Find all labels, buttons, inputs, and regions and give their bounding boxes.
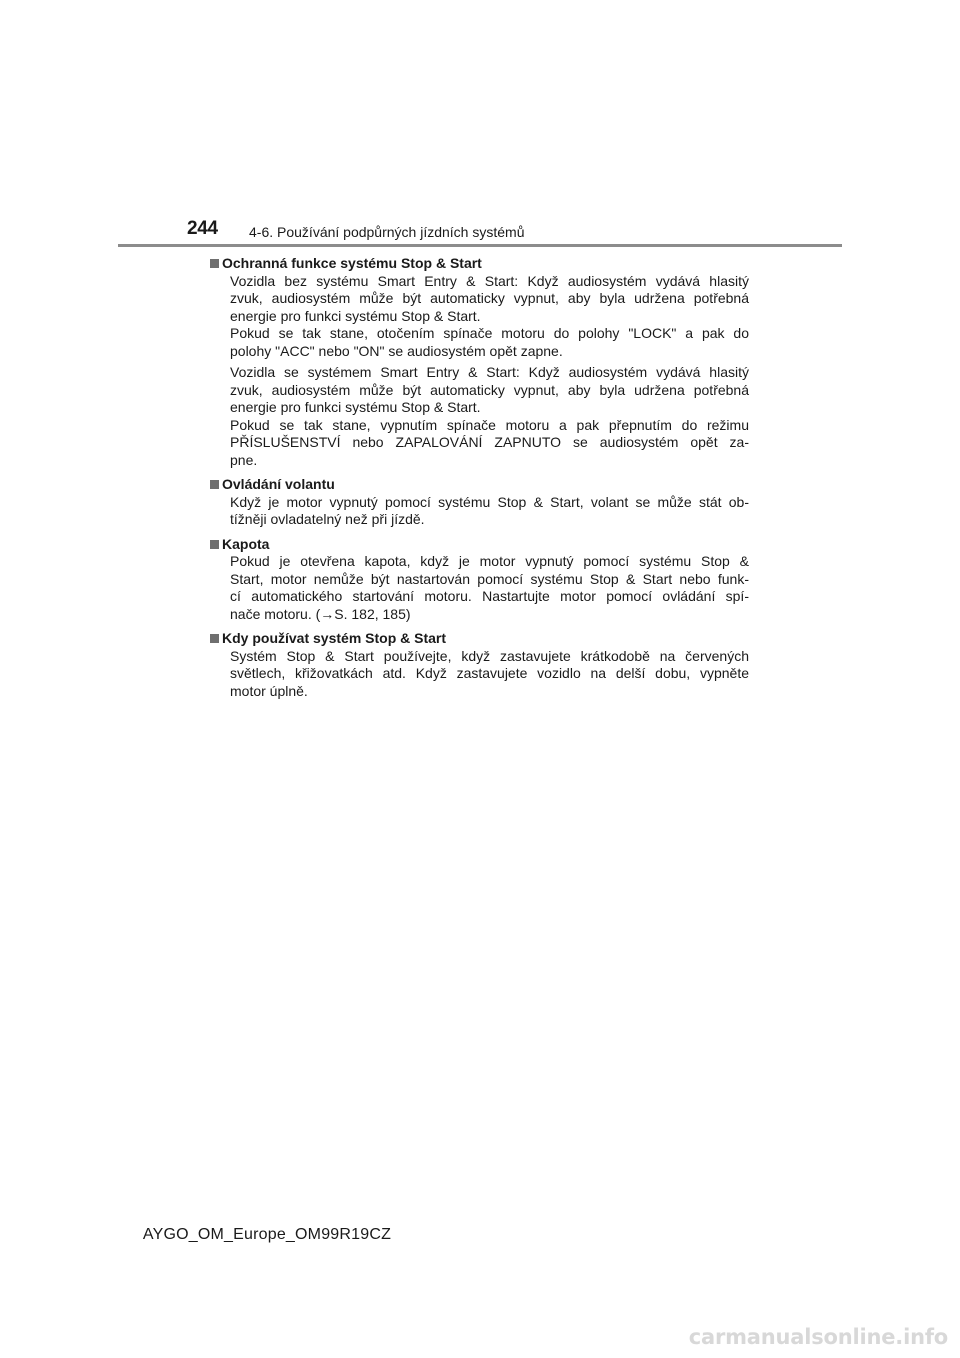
square-bullet-icon: [210, 480, 219, 489]
text-line: energie pro funkci systému Stop & Start.: [230, 399, 481, 415]
text-line: zvuk, audiosystém může být automaticky vypnut, aby byla udržena potřebná: [230, 381, 749, 398]
section-heading-text: Ovládání volantu: [222, 476, 335, 492]
paragraph: [230, 364, 749, 469]
text-line: PŘÍSLUŠENSTVÍ nebo ZAPALOVÁNÍ ZAPNUTO se audiosystém opět za-: [230, 434, 749, 450]
paragraph: [230, 553, 749, 623]
text-line: Pokud se tak stane, vypnutím spínače motoru a pak přepnutím do režimu: [230, 416, 749, 433]
text-line: Vozidla se systémem Smart Entry & Start: Když audiosystém vydává hlasitý: [230, 364, 749, 380]
section-heading: [209, 476, 749, 494]
square-bullet-icon: [210, 259, 219, 268]
page-number: 244: [187, 218, 218, 239]
paragraph: [230, 648, 749, 701]
section: [209, 536, 749, 624]
text-line: světlech, křižovatkách atd. Když zastavujete vozidlo na delší dobu, vypněte: [230, 665, 749, 681]
section: [209, 630, 749, 700]
section-title: 4-6. Používání podpůrných jízdních systémů: [249, 224, 525, 240]
watermark: carmanualsonline.info: [688, 1325, 948, 1349]
section-heading-text: Ochranná funkce systému Stop & Start: [222, 255, 482, 271]
text-line: cí automatického startování motoru. Nastartujte motor pomocí ovládání spí-: [230, 588, 749, 604]
text-line: Vozidla bez systému Smart Entry & Start: Když audiosystém vydává hlasitý: [230, 272, 749, 289]
paragraph: [230, 494, 749, 529]
text-line: Systém Stop & Start používejte, když zastavujete krátkodobě na červených: [230, 647, 749, 664]
header-divider: [118, 244, 842, 247]
section-heading: [209, 536, 749, 554]
section-heading-text: Kdy používat systém Stop & Start: [222, 630, 447, 646]
text-line: pne.: [230, 451, 258, 468]
section-heading-text: Kapota: [222, 535, 270, 552]
text-line: zvuk, audiosystém může být automaticky vypnut, aby byla udržena potřebná: [230, 290, 749, 306]
section-heading: [209, 630, 749, 648]
section-heading: [209, 255, 749, 273]
square-bullet-icon: [210, 634, 219, 643]
section: [209, 476, 749, 529]
text-line: motor úplně.: [230, 682, 308, 699]
paragraph: [230, 273, 749, 361]
section: [209, 255, 749, 469]
text-line: energie pro funkci systému Stop & Start.: [230, 307, 481, 324]
text-line: tížněji ovladatelný než při jízdě.: [230, 511, 425, 527]
text-line: Start, motor nemůže být nastartován pomocí systému Stop & Start nebo funk-: [230, 570, 749, 587]
document-code: AYGO_OM_Europe_OM99R19CZ: [142, 1226, 392, 1243]
text-line: Pokud je otevřena kapota, když je motor vypnutý pomocí systému Stop &: [230, 553, 749, 569]
text-line: polohy "ACC" nebo "ON" se audiosystém opět zapne.: [230, 342, 563, 359]
text-line: Když je motor vypnutý pomocí systému Stop & Start, volant se může stát ob-: [230, 493, 749, 510]
square-bullet-icon: [210, 540, 219, 549]
content-body: [209, 255, 749, 707]
text-line: nače motoru. (→S. 182, 185): [230, 605, 411, 622]
text-line: Pokud se tak stane, otočením spínače motoru do polohy "LOCK" a pak do: [230, 325, 749, 341]
